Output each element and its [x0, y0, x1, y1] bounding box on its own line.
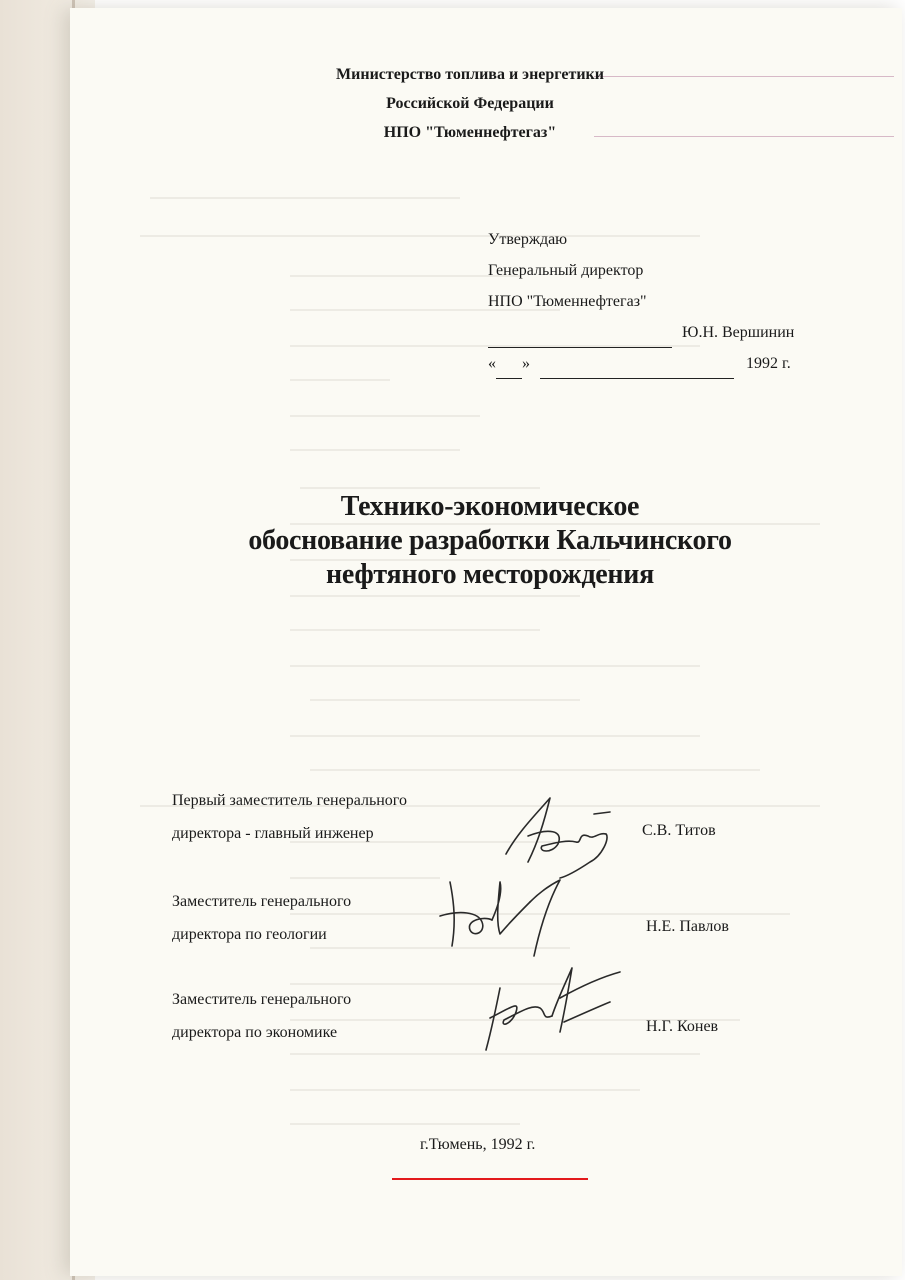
approver-signature-line — [488, 317, 794, 348]
approve-label: Утверждаю — [488, 231, 568, 248]
document-title — [180, 490, 800, 592]
signatory-name-titov: С.В. Титов — [642, 822, 716, 839]
header-line-org: НПО "Тюменнефтегаз" — [383, 124, 557, 141]
day-blank — [496, 360, 522, 379]
signatory-role-line1: Заместитель генерального — [172, 991, 352, 1008]
signatory-role-line2: директора - главный инженер — [172, 825, 374, 842]
signature-underline — [488, 327, 672, 348]
signatory-role-line1: Заместитель генерального — [172, 893, 352, 910]
title-line-2: обоснование разработки Кальчинского — [248, 525, 732, 556]
date-quote-open: « — [488, 355, 496, 372]
signatory-name-konev: Н.Г. Конев — [646, 1018, 719, 1035]
signatory-block-konev — [172, 983, 351, 1049]
signatory-block-pavlov — [172, 885, 351, 951]
ministry-header — [300, 60, 640, 147]
approval-date — [488, 348, 794, 379]
red-underline — [392, 1178, 588, 1180]
signatory-block-titov — [172, 784, 407, 850]
signatory-role-line2: директора по геологии — [172, 926, 327, 943]
approver-org: НПО "Тюменнефтегаз" — [488, 293, 647, 310]
signatory-role-line1: Первый заместитель генерального — [172, 792, 407, 809]
approver-name: Ю.Н. Вершинин — [682, 324, 795, 341]
signature-pavlov-icon — [430, 872, 590, 962]
month-blank — [540, 360, 734, 379]
approver-position: Генеральный директор — [488, 262, 644, 279]
signature-konev-icon — [460, 958, 630, 1058]
signature-titov-icon — [498, 792, 628, 882]
header-line-ministry: Министерство топлива и энергетики — [336, 66, 604, 83]
header-line-federation: Российской Федерации — [386, 95, 554, 112]
city-year: г.Тюмень, 1992 г. — [420, 1136, 536, 1153]
title-line-3: нефтяного месторождения — [326, 559, 654, 590]
approval-block — [488, 224, 794, 379]
title-line-1: Технико-экономическое — [340, 491, 640, 522]
document-page — [70, 8, 902, 1276]
signatory-role-line2: директора по экономике — [172, 1024, 338, 1041]
signatory-name-pavlov: Н.Е. Павлов — [646, 918, 729, 935]
approval-year: 1992 г. — [746, 355, 791, 372]
date-quote-close: » — [522, 355, 530, 372]
